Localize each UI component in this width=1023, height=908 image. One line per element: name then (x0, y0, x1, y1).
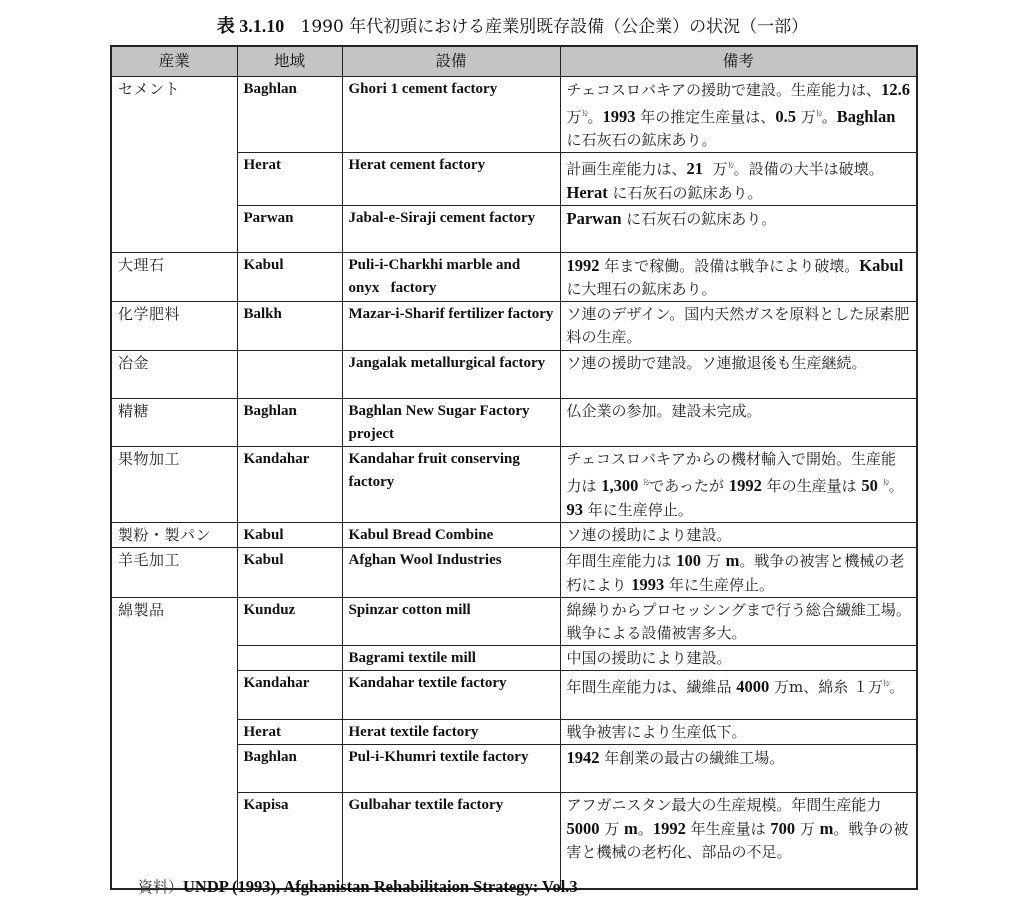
cell-remarks (560, 745, 917, 793)
table-row (111, 302, 917, 351)
remark-segment: 93 (566, 500, 583, 519)
cell-industry: 大理石 (111, 253, 237, 302)
remark-segment: 。設備の大半は破壊。 (733, 160, 884, 178)
remark-segment: Herat (566, 183, 608, 202)
cell-facility: Mazar-i-Sharif fertilizer factory (342, 302, 560, 351)
cell-industry: 羊毛加工 (111, 548, 237, 598)
remark-segment: 年に生産停止。 (664, 576, 775, 594)
cell-facility: Kandahar textile factory (342, 671, 560, 720)
remark-segment: 1992 (652, 819, 686, 838)
header-remarks: 備考 (560, 46, 917, 77)
remark-segment: ソ連の援助により建設。 (566, 526, 732, 544)
table-row (111, 523, 917, 548)
cell-industry: 製粉・製パン (111, 523, 237, 548)
remark-segment: 万 (703, 160, 728, 178)
header-region: 地域 (237, 46, 342, 77)
cell-facility: Herat textile factory (342, 720, 560, 745)
remark-segment: 年に生産停止。 (583, 501, 693, 519)
cell-remarks (560, 302, 917, 351)
unit-ton: ﾄﾝ (727, 161, 734, 170)
cell-industry: セメント (111, 77, 237, 253)
remark-segment: 中国の援助により建設。 (566, 649, 732, 667)
remark-segment: 万 (599, 820, 625, 838)
remark-segment: であったが (649, 477, 729, 495)
cell-region: Kandahar (237, 671, 342, 720)
cell-industry: 冶金 (111, 351, 237, 399)
source-text: UNDP (1993), Afghanistan Rehabilitaion Strategy: Vol.3 (183, 877, 578, 896)
cell-remarks (560, 351, 917, 399)
remark-segment: チェコスロバキアの援助で建設。生産能力は、 (566, 81, 882, 99)
table-row (111, 598, 917, 646)
remark-segment: 年間生産能力は (566, 552, 677, 570)
cell-region (237, 351, 342, 399)
cell-region: Kandahar (237, 447, 342, 523)
source-note (138, 876, 578, 898)
remark-segment: 1992 (728, 476, 762, 495)
cell-industry: 精糖 (111, 399, 237, 447)
cell-facility: Jabal-e-Siraji cement factory (342, 206, 560, 253)
cell-region: Balkh (237, 302, 342, 351)
remark-segment: 年生産量は (685, 820, 771, 838)
cell-facility: Afghan Wool Industries (342, 548, 560, 598)
remark-segment: 年創業の最古の繊維工場。 (599, 749, 785, 767)
table-caption (110, 13, 915, 40)
remark-segment: 1993 (631, 575, 665, 594)
remark-segment: 1992 (566, 256, 600, 275)
remark-segment: 万 (795, 820, 820, 838)
cell-facility: Kandahar fruit conserving factory (342, 447, 560, 523)
source-label: 資料） (138, 878, 184, 896)
remark-segment: 100 (676, 551, 702, 570)
cell-region: Kabul (237, 523, 342, 548)
remark-segment: に石灰石の鉱床あり。 (607, 184, 763, 202)
cell-facility: Baghlan New Sugar Factory project (342, 399, 560, 447)
header-industry: 産業 (111, 46, 237, 77)
cell-remarks (560, 793, 917, 889)
table-row (111, 447, 917, 523)
cell-facility: Spinzar cotton mill (342, 598, 560, 646)
cell-region: Herat (237, 153, 342, 206)
unit-ton: ﾄﾝ (643, 478, 650, 487)
remark-segment: 0.5 (775, 107, 796, 126)
cell-region: Herat (237, 720, 342, 745)
cell-remarks (560, 77, 917, 153)
remark-segment: 。 (821, 108, 837, 126)
cell-region (237, 646, 342, 671)
cell-facility: Pul-i-Khumri textile factory (342, 745, 560, 793)
remark-segment: Kabul (859, 256, 904, 275)
remark-segment: 年間生産能力は、繊維品 (566, 678, 737, 696)
cell-remarks (560, 646, 917, 671)
table-row (111, 548, 917, 598)
remark-segment: 。戦争の被害と機械の老朽により (566, 552, 905, 594)
facilities-table (110, 45, 918, 890)
cell-region: Baghlan (237, 745, 342, 793)
cell-region: Kunduz (237, 598, 342, 646)
remark-segment: 700 (770, 819, 796, 838)
remark-segment: 万 (795, 108, 816, 126)
cell-facility: Bagrami textile mill (342, 646, 560, 671)
remark-segment: に大理石の鉱床あり。 (566, 257, 909, 298)
remark-segment: m (819, 819, 834, 838)
remark-segment: 年の推定生産量は、 (635, 108, 776, 126)
remark-segment: 。 (637, 820, 653, 838)
remark-segment: 12.6 (881, 80, 910, 99)
cell-industry: 果物加工 (111, 447, 237, 523)
remark-segment: 。戦争の被害と機械の老朽化、部品の不足。 (566, 820, 909, 861)
remark-segment: 万m、綿糸 １万 (769, 678, 884, 696)
cell-remarks (560, 523, 917, 548)
unit-ton: ﾄﾝ (883, 679, 890, 688)
cell-facility: Herat cement factory (342, 153, 560, 206)
remark-segment: 万 (701, 552, 726, 570)
remark-segment: アフガニスタン最大の生産規模。年間生産能力 (566, 796, 887, 814)
cell-facility: Gulbahar textile factory (342, 793, 560, 889)
cell-remarks (560, 447, 917, 523)
table-row (111, 77, 917, 153)
remark-segment: 綿繰りからプロセッシングまで行う総合繊維工場。戦争による設備被害多大。 (566, 601, 911, 642)
cell-remarks (560, 206, 917, 253)
remark-segment: 5000 (566, 819, 600, 838)
table-number: 表 3.1.10 (216, 16, 285, 36)
cell-region: Kabul (237, 253, 342, 302)
unit-ton: ﾄﾝ (815, 109, 822, 118)
remark-segment: 。 (888, 477, 904, 495)
remark-segment: 。 (889, 678, 905, 696)
unit-ton: ﾄﾝ (581, 109, 588, 118)
remark-segment: チェコスロバキアからの機材輸入で開始。生産能力は (566, 450, 897, 495)
remark-segment: 1942 (566, 748, 600, 767)
cell-region: Parwan (237, 206, 342, 253)
cell-industry: 綿製品 (111, 598, 237, 889)
remark-segment: ソ連の援助で建設。ソ連撤退後も生産継続。 (566, 354, 867, 372)
table-row (111, 351, 917, 399)
cell-region: Kabul (237, 548, 342, 598)
cell-facility: Kabul Bread Combine (342, 523, 560, 548)
cell-region: Baghlan (237, 77, 342, 153)
cell-region: Baghlan (237, 399, 342, 447)
table-body (111, 77, 917, 889)
remark-segment: 4000 (736, 677, 770, 696)
remark-segment: m (624, 819, 638, 838)
cell-industry: 化学肥料 (111, 302, 237, 351)
remark-segment: 計画生産能力は、 (566, 160, 687, 178)
unit-ton: ﾄﾝ (882, 478, 889, 487)
table-title: 1990 年代初頭における産業別既存設備（公企業）の状況（一部） (300, 17, 809, 37)
table-header-row (111, 46, 917, 77)
remark-segment: m (725, 551, 740, 570)
cell-facility: Jangalak metallurgical factory (342, 351, 560, 399)
cell-remarks (560, 153, 917, 206)
remark-segment: ソ連のデザイン。国内天然ガスを原料とした尿素肥料の生産。 (566, 305, 910, 346)
cell-remarks (560, 548, 917, 598)
remark-segment: Parwan (566, 209, 622, 228)
table-row (111, 253, 917, 302)
remark-segment: 戦争被害により生産低下。 (566, 723, 747, 741)
cell-remarks (560, 399, 917, 447)
remark-segment: 1993 (602, 107, 636, 126)
header-facility: 設備 (342, 46, 560, 77)
cell-remarks (560, 253, 917, 302)
cell-facility: Puli-i-Charkhi marble and onyx factory (342, 253, 560, 302)
cell-remarks (560, 671, 917, 720)
remark-segment: 万 (566, 81, 915, 126)
remark-segment: 1,300 (601, 476, 639, 495)
remark-segment: に石灰石の鉱床あり。 (621, 210, 777, 228)
cell-region: Kapisa (237, 793, 342, 889)
remark-segment: 年の生産量は (761, 477, 862, 495)
cell-remarks (560, 598, 917, 646)
remark-segment: 年まで稼働。設備は戦争により破壊。 (599, 257, 860, 275)
remark-segment: に石灰石の鉱床あり。 (566, 108, 901, 149)
remark-segment: 21 (686, 159, 704, 178)
table-row (111, 399, 917, 447)
cell-facility: Ghori 1 cement factory (342, 77, 560, 153)
remark-segment: 仏企業の参加。建設未完成。 (566, 402, 762, 420)
remark-segment: 50 (861, 476, 878, 495)
remark-segment: Baghlan (836, 107, 896, 126)
remark-segment: 。 (587, 108, 603, 126)
cell-remarks (560, 720, 917, 745)
